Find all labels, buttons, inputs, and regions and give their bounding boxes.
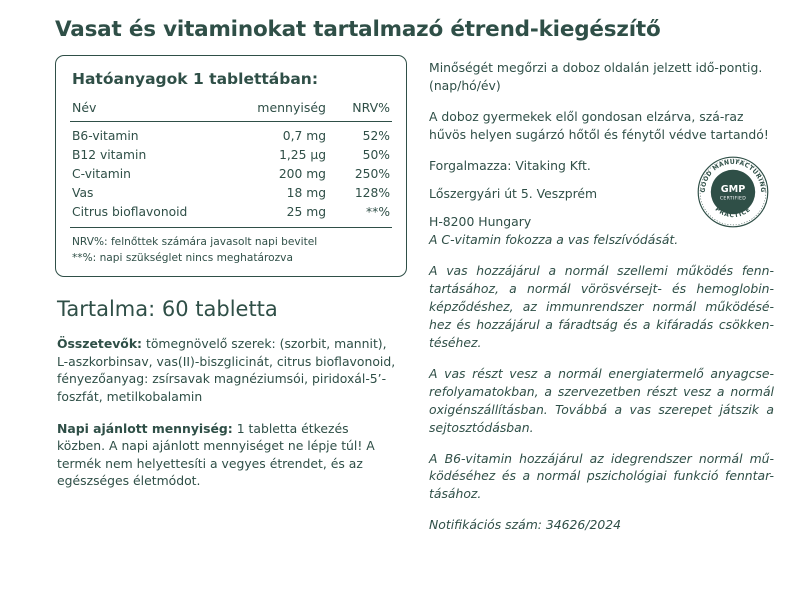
cell-amount: 0,7 mg [282, 128, 326, 143]
column-header-amount: mennyiség [228, 98, 330, 122]
cell-amount: 1,25 µg [279, 147, 326, 162]
table-row [70, 165, 392, 184]
distributor-line-2: Lőszergyári út 5. Veszprém [429, 185, 598, 201]
cell-amount: 200 mg [278, 167, 326, 182]
distributor-block [429, 157, 774, 231]
dosage-label: Napi ajánlott mennyiség: [57, 420, 233, 436]
best-before-text: Minőségét megőrzi a doboz oldalán jelzett idő-pontig. (nap/hó/év) [429, 59, 763, 93]
cell-name: B6-vitamin [72, 128, 139, 143]
ingredients-label: Összetevők: [57, 336, 143, 352]
svg-text:GOOD MANUFACTURING: GOOD MANUFACTURING [699, 158, 767, 193]
cell-nrv: **% [366, 205, 390, 220]
gmp-certified-stamp-icon [696, 155, 770, 229]
claim-iron-1: A vas hozzájárul a normál szellemi működés fenn-tartásához, a normál vörösvérsejt- és hemoglobin-képződéshez, az immunrendszer normál működésé-hez és hozzájárul a fáradtság és a kifáradás csökken-téséhez. [429, 262, 774, 350]
nutrition-table-heading: Hatóanyagok 1 tablettában: [72, 69, 319, 88]
right-column [429, 55, 774, 548]
cell-nrv: 250% [354, 167, 390, 182]
column-header-name: Név [70, 98, 228, 122]
nutrition-table-box [55, 55, 407, 277]
contains-heading: Tartalma: 60 tabletta [57, 297, 278, 322]
storage-text: A doboz gyermekek elől gondosan elzárva, szá-raz hűvös helyen sugárzó hőtől és fénytől védve tartandó! [429, 108, 769, 142]
notification-number: Notifikációs szám: 34626/2024 [429, 517, 622, 533]
nutrition-table [70, 98, 392, 228]
cell-nrv: 50% [362, 147, 390, 162]
dosage-paragraph [57, 420, 397, 490]
svg-text:GMP: GMP [720, 183, 746, 195]
ingredients-text: tömegnövelő szerek: (szorbit, mannit), L-aszkorbinsav, vas(II)-biszglicinát, citrus bioflavonoid, fényezőanyag: zsírsavak magnéziumsói, piridoxál-5’-foszfát, metilkobalamin [57, 336, 396, 405]
claim-vitamin-c: A C-vitamin fokozza a vas felszívódását. [429, 231, 679, 247]
table-row [70, 121, 392, 145]
svg-text:PRACTICE: PRACTICE [713, 205, 753, 219]
nrv-footnote-2: **%: napi szükséglet nincs meghatározva [72, 251, 293, 264]
table-row [70, 184, 392, 203]
svg-text:CERTIFIED: CERTIFIED [719, 196, 747, 202]
cell-nrv: 128% [354, 186, 390, 201]
distributor-line-3: H-8200 Hungary [429, 213, 532, 229]
cell-name: C-vitamin [72, 167, 131, 182]
nrv-footnote: NRV%: felnőttek számára javasolt napi bevitel [72, 236, 318, 249]
cell-name: Citrus bioflavonoid [72, 205, 188, 220]
distributor-line-1: Forgalmazza: Vitaking Kft. [429, 157, 591, 173]
cell-amount: 18 mg [286, 186, 326, 201]
page-title: Vasat és vitaminokat tartalmazó étrend-kiegészítő [55, 17, 661, 42]
claim-iron-2: A vas részt vesz a normál energiatermelő anyagcse-refolyamatokban, a szervezetben részt vesz a normál oxigénszállításban. Továbbá a vas szerepet játszik a sejtosztódásban. [429, 365, 774, 435]
ingredients-paragraph [57, 335, 397, 405]
cell-name: B12 vitamin [72, 147, 147, 162]
table-row [70, 145, 392, 164]
cell-amount: 25 mg [286, 205, 326, 220]
left-column [55, 55, 407, 504]
content-columns [55, 55, 772, 548]
cell-nrv: 52% [362, 128, 390, 143]
table-header-row [70, 98, 392, 122]
cell-name: Vas [72, 186, 94, 201]
dosage-text: 1 tabletta étkezés közben. A napi ajánlott mennyiséget ne lépje túl! A termék nem helyettesíti a vegyes étrendet, és az egészséges életmódot. [57, 420, 375, 489]
column-header-nrv: NRV% [330, 98, 392, 122]
claim-vitamin-b6: A B6-vitamin hozzájárul az idegrendszer normál mű-ködéséhez és a normál pszichológiai funkció fenntar-tásához. [429, 450, 774, 502]
table-divider [70, 227, 392, 228]
table-row [70, 203, 392, 228]
